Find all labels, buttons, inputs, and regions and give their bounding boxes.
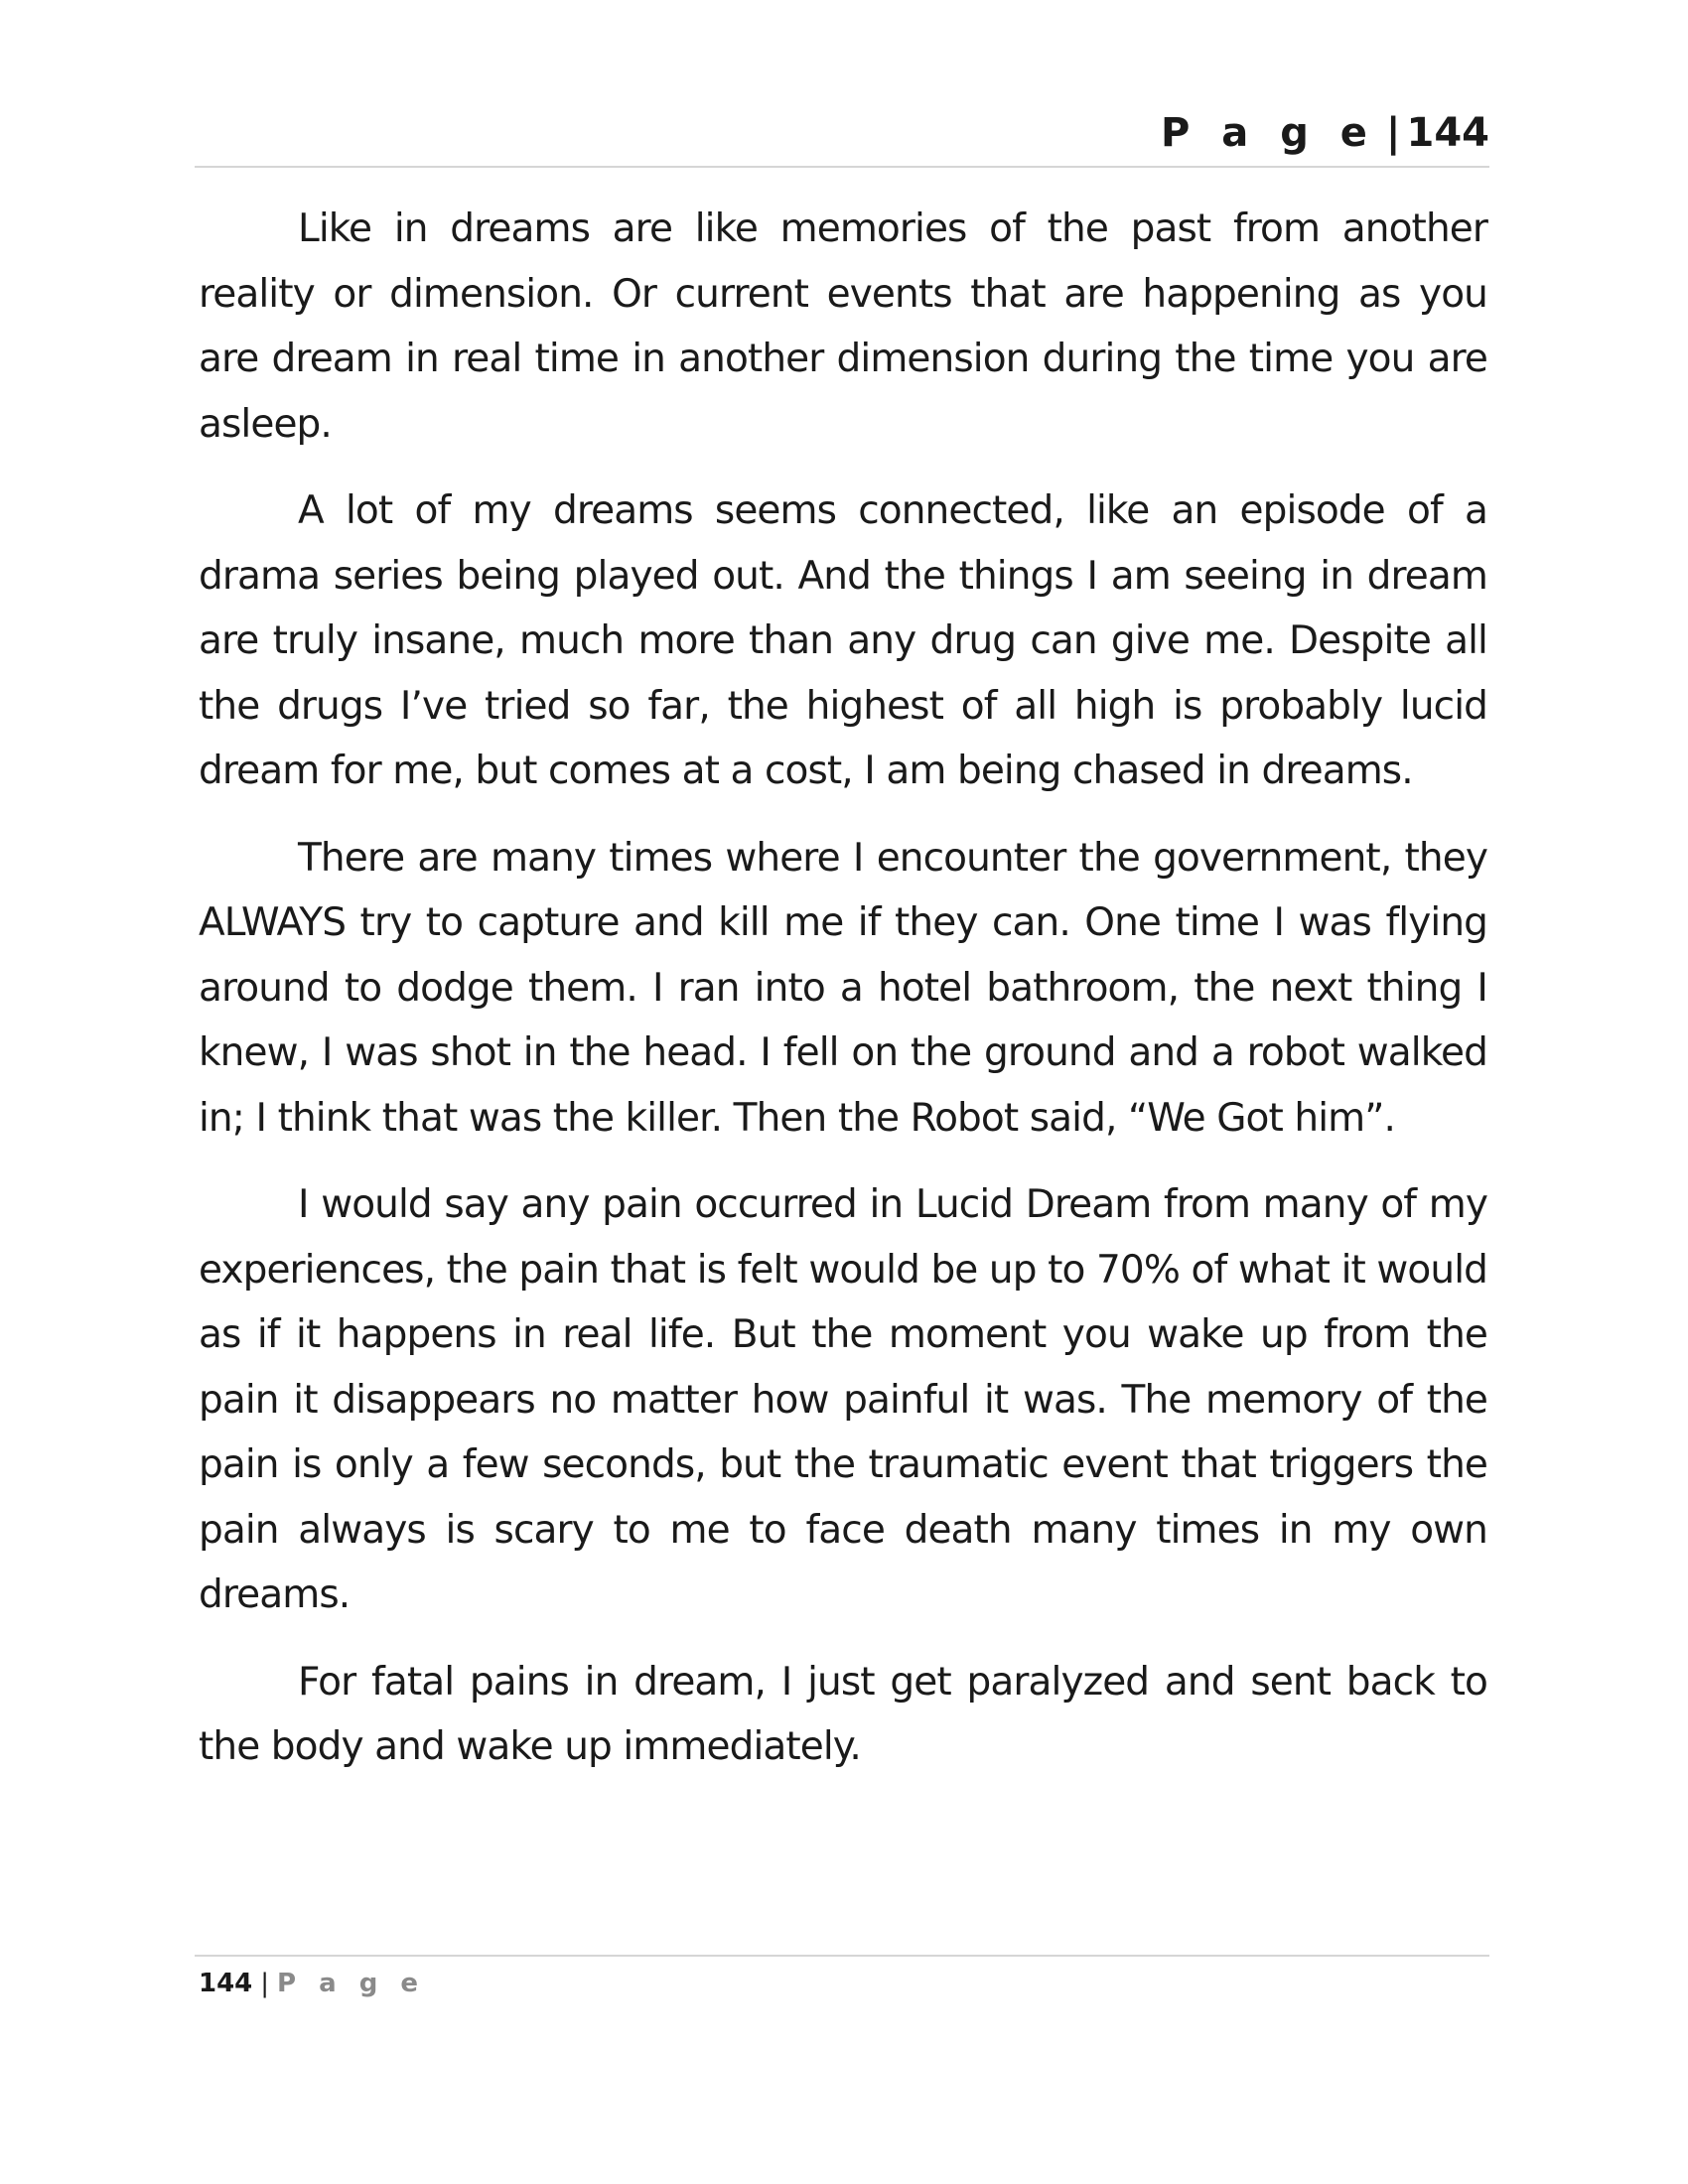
header-separator: | bbox=[1385, 110, 1401, 156]
paragraph: Like in dreams are like memories of the past from another reality or dimension. Or current events that are happening as you are dream in real time in another dimension during the time you are asleep. bbox=[199, 206, 1487, 447]
header-page-label: P a g e bbox=[1161, 110, 1376, 156]
header-divider bbox=[195, 166, 1489, 168]
paragraph: For fatal pains in dream, I just get paralyzed and sent back to the body and wake up immediately. bbox=[199, 1659, 1487, 1769]
paragraph: A lot of my dreams seems connected, like an episode of a drama series being played out. And the things I am seeing in dream are truly insane, much more than any drug can give me. Despite all the drugs I’ve tried so far, the highest of all high is probably lucid dream for me, but comes at a cost, I am being chased in dreams. bbox=[199, 488, 1487, 793]
footer-page-number: 144 bbox=[199, 1969, 253, 1998]
paragraph: I would say any pain occurred in Lucid Dream from many of my experiences, the pain that is felt would be up to 70% of what it would as if it happens in real life. But the moment you wake up from the pain it disappears no matter how painful it was. The memory of the pain is only a few seconds, but the traumatic event that triggers the pain always is scary to me to face death many times in my own dreams. bbox=[199, 1182, 1487, 1617]
page-footer bbox=[199, 1964, 425, 2003]
page-header bbox=[195, 103, 1489, 163]
footer-page-label: P a g e bbox=[277, 1969, 426, 1998]
footer-separator: | bbox=[260, 1969, 270, 1998]
header-page-number: 144 bbox=[1406, 110, 1489, 156]
paragraph: There are many times where I encounter the government, they ALWAYS try to capture and kill me if they can. One time I was flying around to dodge them. I ran into a hotel bathroom, the next thing I knew, I was shot in the head. I fell on the ground and a robot walked in; I think that was the killer. Then the Robot said, “We Got him”. bbox=[199, 835, 1487, 1141]
body-text bbox=[199, 197, 1487, 1802]
footer-divider bbox=[195, 1955, 1489, 1957]
